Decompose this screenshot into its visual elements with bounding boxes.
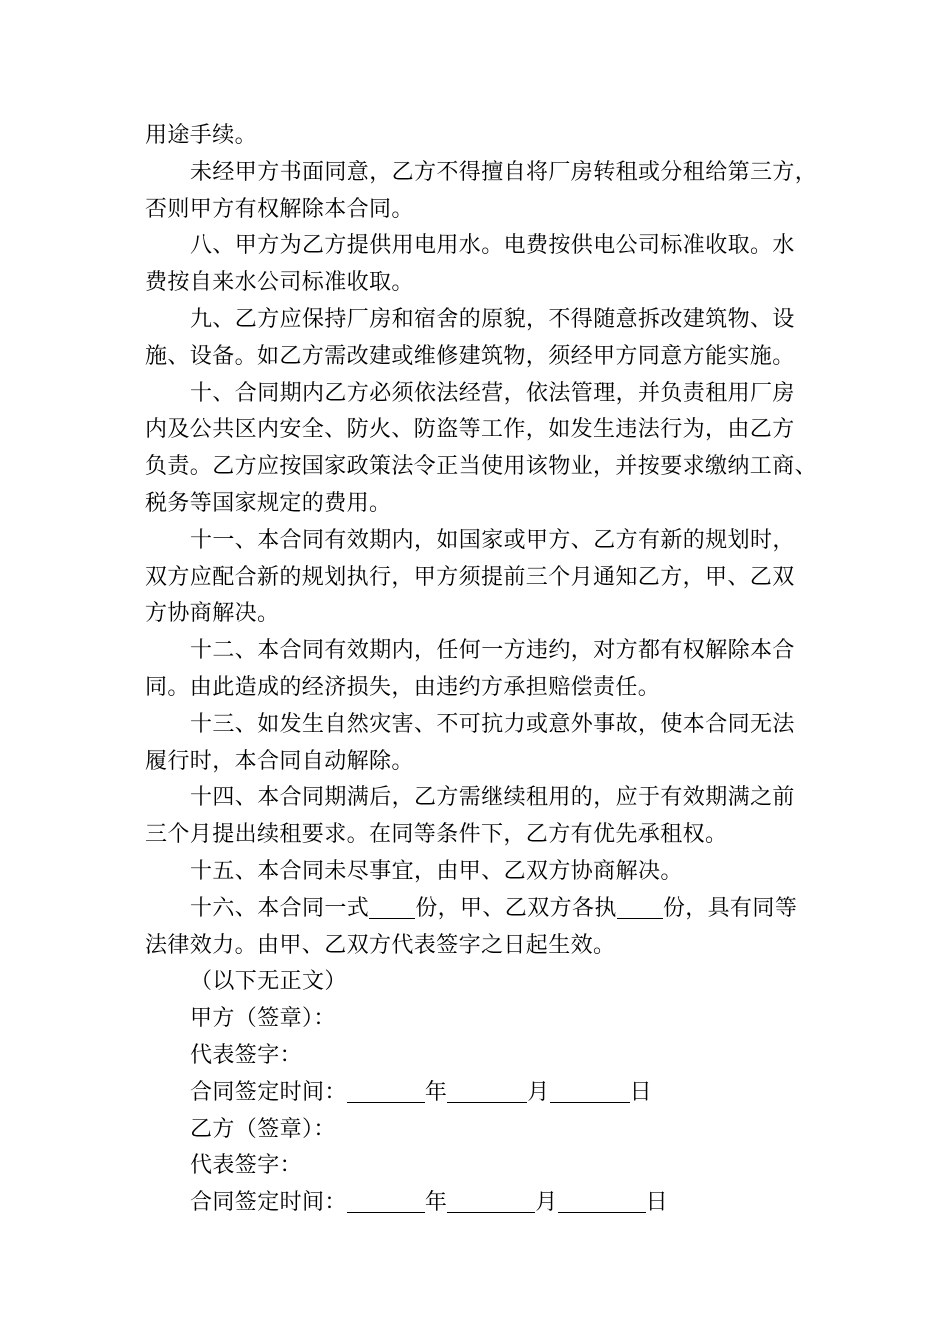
text-line: 费按自来水公司标准收取。 xyxy=(145,270,414,296)
clause-16-text: 十六、本合同一式 xyxy=(190,895,370,921)
text-line: 法律效力。由甲、乙双方代表签字之日起生效。 xyxy=(145,932,616,958)
text-line: 十三、如发生自然灾害、不可抗力或意外事故，使本合同无法 xyxy=(190,711,795,737)
date-label: 合同签定时间： xyxy=(190,1190,347,1216)
date-label: 合同签定时间： xyxy=(190,1079,347,1105)
text-line: 十二、本合同有效期内，任何一方违约，对方都有权解除本合 xyxy=(190,638,795,664)
text-line: 负责。乙方应按国家政策法令正当使用该物业，并按要求缴纳工商、 xyxy=(145,454,818,480)
party-a-date-line xyxy=(145,1075,835,1112)
text-line: 未经甲方书面同意，乙方不得擅自将厂房转租或分租给第三方， xyxy=(190,159,818,185)
clause-16-text: 份，具有同等 xyxy=(662,895,798,921)
day-blank[interactable] xyxy=(550,1080,630,1103)
no-text-note: （以下无正文） xyxy=(190,969,347,995)
text-line: 十、合同期内乙方必须依法经营，依法管理，并负责租用厂房 xyxy=(190,380,795,406)
text-line: 用途手续。 xyxy=(145,123,258,148)
party-a-rep-label: 代表签字： xyxy=(190,1042,303,1068)
year-label: 年 xyxy=(424,1190,448,1216)
year-blank[interactable] xyxy=(347,1080,425,1103)
text-line: 同。由此造成的经济损失，由违约方承担赔偿责任。 xyxy=(145,674,661,700)
text-line: 十五、本合同未尽事宜，由甲、乙双方协商解决。 xyxy=(190,858,683,884)
day-blank[interactable] xyxy=(558,1190,646,1213)
clause-16-text: 份，甲、乙双方各执 xyxy=(415,895,617,921)
year-label: 年 xyxy=(424,1079,448,1105)
text-line: 八、甲方为乙方提供用电用水。电费按供电公司标准收取。水 xyxy=(190,233,795,259)
text-line: 方协商解决。 xyxy=(145,601,280,627)
text-line: 施、设备。如乙方需改建或维修建筑物，须经甲方同意方能实施。 xyxy=(145,343,795,369)
text-line: 十一、本合同有效期内，如国家或甲方、乙方有新的规划时， xyxy=(190,527,795,553)
clause-16-line xyxy=(145,891,835,928)
text-line: 内及公共区内安全、防火、防盗等工作，如发生违法行为，由乙方 xyxy=(145,417,795,443)
party-a-seal-label: 甲方（签章）： xyxy=(190,1006,336,1032)
month-blank[interactable] xyxy=(447,1080,527,1103)
text-line: 税务等国家规定的费用。 xyxy=(145,490,392,516)
party-b-rep-label: 代表签字： xyxy=(190,1153,303,1179)
party-b-date-line xyxy=(145,1185,835,1222)
text-line: 十四、本合同期满后，乙方需继续租用的，应于有效期满之前 xyxy=(190,785,795,811)
month-label: 月 xyxy=(535,1190,558,1216)
year-blank[interactable] xyxy=(347,1190,425,1213)
month-label: 月 xyxy=(527,1079,550,1105)
month-blank[interactable] xyxy=(447,1190,535,1213)
text-line: 三个月提出续租要求。在同等条件下，乙方有优先承租权。 xyxy=(145,822,728,848)
copies-total-blank[interactable] xyxy=(369,896,415,919)
day-label: 日 xyxy=(645,1190,669,1216)
copies-each-blank[interactable] xyxy=(617,896,663,919)
text-line: 双方应配合新的规划执行，甲方须提前三个月通知乙方，甲、乙双 xyxy=(145,564,795,590)
text-line: 九、乙方应保持厂房和宿舍的原貌，不得随意拆改建筑物、设 xyxy=(190,306,795,332)
day-label: 日 xyxy=(629,1079,653,1105)
text-line: 否则甲方有权解除本合同。 xyxy=(145,196,414,222)
text-line: 履行时，本合同自动解除。 xyxy=(145,748,414,774)
contract-page xyxy=(145,118,835,1222)
party-b-seal-label: 乙方（签章）： xyxy=(190,1116,336,1142)
